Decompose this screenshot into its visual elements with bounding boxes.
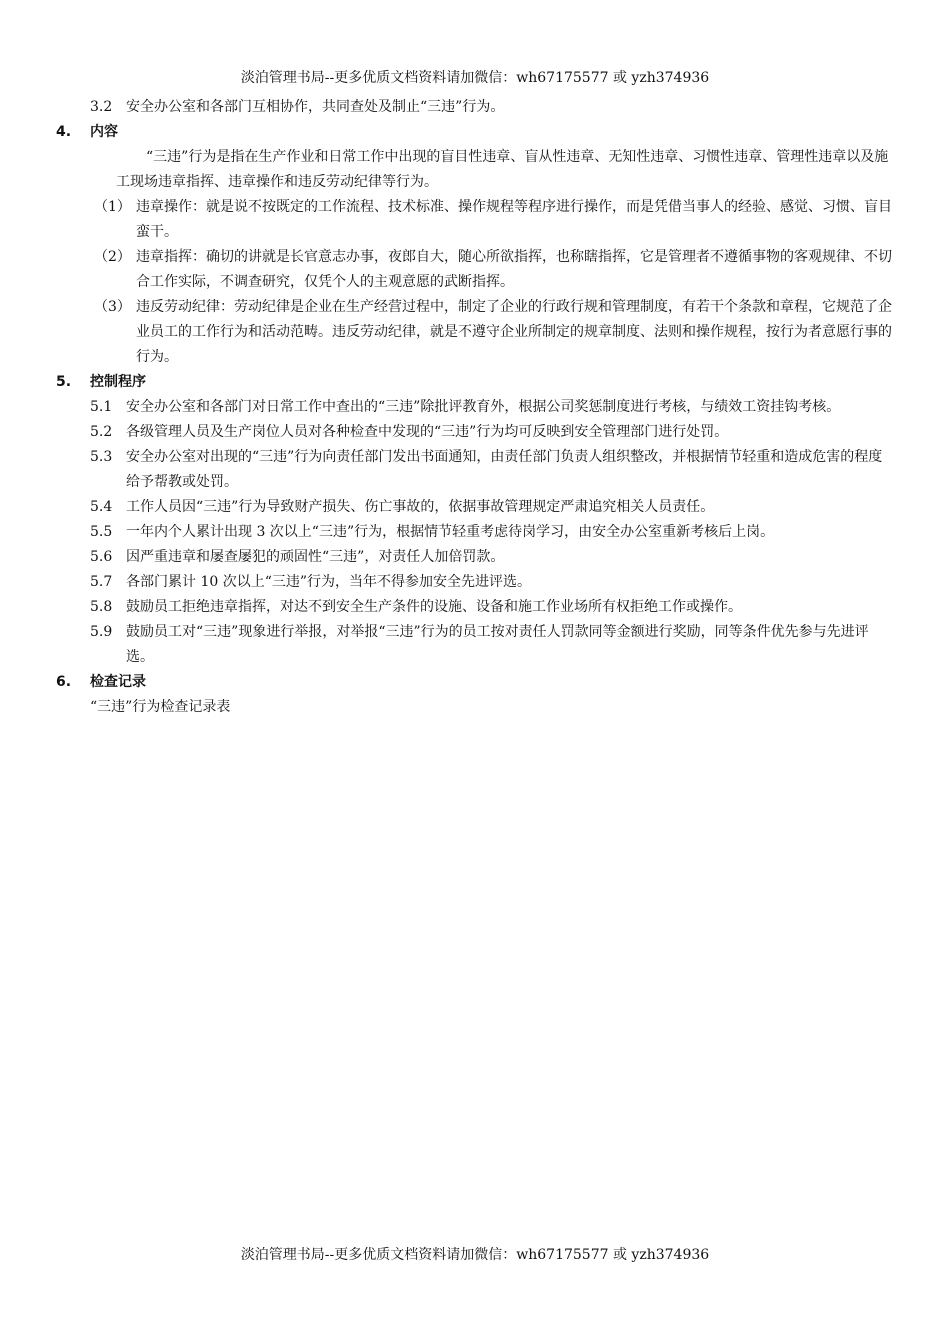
clause-item [56,420,896,445]
clause-number: 5.7 [90,574,113,590]
clause-number: 5.8 [90,599,113,615]
section-title: 内容 [90,124,118,140]
clause-item [56,495,896,520]
section-title: 控制程序 [90,374,146,390]
item-number: （3） [94,299,131,315]
clause-item [56,595,896,620]
page-footer: 淡泊管理书局--更多优质文档资料请加微信：wh67175577 或 yzh374936 [240,1247,710,1263]
clause-text: 安全办公室对出现的“三违”行为向责任部门发出书面通知，由责任部门负责人组织整改，并根据情节轻重和造成危害的程度给予帮教或处罚。 [126,449,883,490]
clause-number: 5.5 [90,524,113,540]
item-number: （2） [94,249,131,265]
clause-text: 鼓励员工对“三违”现象进行举报，对举报“三违”行为的员工按对责任人罚款同等金额进行奖励，同等条件优先参与先进评选。 [126,624,869,665]
item-text: 违反劳动纪律：劳动纪律是企业在生产经营过程中，制定了企业的行政行规和管理制度，有若干个条款和章程，它规范了企业员工的工作行为和活动范畴。违反劳动纪律，就是不遵守企业所制定的规章制度、法则和操作规程，按行为者意愿行事的行为。 [136,299,892,365]
section-number: 6. [56,674,72,690]
clause-3-2 [56,95,896,120]
clause-number: 5.4 [90,499,113,515]
section-4-intro: “三违”行为是指在生产作业和日常工作中出现的盲目性违章、盲从性违章、无知性违章、习惯性违章、管理性违章以及施工现场违章指挥、违章操作和违反劳动纪律等行为。 [116,149,889,190]
clause-item [56,620,896,670]
item-text: 违章指挥：确切的讲就是长官意志办事，夜郎自大，随心所欲指挥，也称瞎指挥，它是管理者不遵循事物的客观规律、不切合工作实际，不调查研究，仅凭个人的主观意愿的武断指挥。 [136,249,892,290]
clause-text: 各级管理人员及生产岗位人员对各种检查中发现的“三违”行为均可反映到安全管理部门进行处罚。 [126,424,729,440]
section-5-heading [56,370,896,395]
clause-text: 安全办公室和各部门对日常工作中查出的“三违”除批评教育外，根据公司奖惩制度进行考核，与绩效工资挂钩考核。 [126,399,841,415]
clause-number: 5.1 [90,399,113,415]
content-item [56,195,896,245]
page-header: 淡泊管理书局--更多优质文档资料请加微信：wh67175577 或 yzh374936 [240,70,710,86]
clause-text: 工作人员因“三违”行为导致财产损失、伤亡事故的，依据事故管理规定严肃追究相关人员责任。 [126,499,715,515]
section-number: 5. [56,374,72,390]
clause-item [56,395,896,420]
section-6-heading [56,670,896,695]
clause-number: 5.9 [90,624,113,640]
clause-number: 5.2 [90,424,113,440]
item-text: 违章操作：就是说不按既定的工作流程、技术标准、操作规程等程序进行操作，而是凭借当事人的经验、感觉、习惯、盲目蛮干。 [136,199,892,240]
clause-item [56,520,896,545]
clause-item [56,570,896,595]
clause-text: 安全办公室和各部门互相协作，共同查处及制止“三违”行为。 [126,99,505,115]
clause-text: 因严重违章和屡查屡犯的顽固性“三违”，对责任人加倍罚款。 [126,549,505,565]
clause-number: 3.2 [90,99,113,115]
clause-text: 各部门累计 10 次以上“三违”行为，当年不得参加安全先进评选。 [126,574,532,590]
content-item [56,245,896,295]
clause-item [56,545,896,570]
clause-item [56,445,896,495]
clause-text: 一年内个人累计出现 3 次以上“三违”行为，根据情节轻重考虑待岗学习，由安全办公室重新考核后上岗。 [126,524,775,540]
record-form-name: “三违”行为检查记录表 [90,699,231,715]
item-number: （1） [94,199,131,215]
clause-number: 5.3 [90,449,113,465]
section-number: 4. [56,124,72,140]
content-item [56,295,896,370]
section-title: 检查记录 [90,674,146,690]
clause-text: 鼓励员工拒绝违章指挥，对达不到安全生产条件的设施、设备和施工作业场所有权拒绝工作或操作。 [126,599,742,615]
section-4-heading [56,120,896,145]
document-body [56,95,896,720]
clause-number: 5.6 [90,549,113,565]
